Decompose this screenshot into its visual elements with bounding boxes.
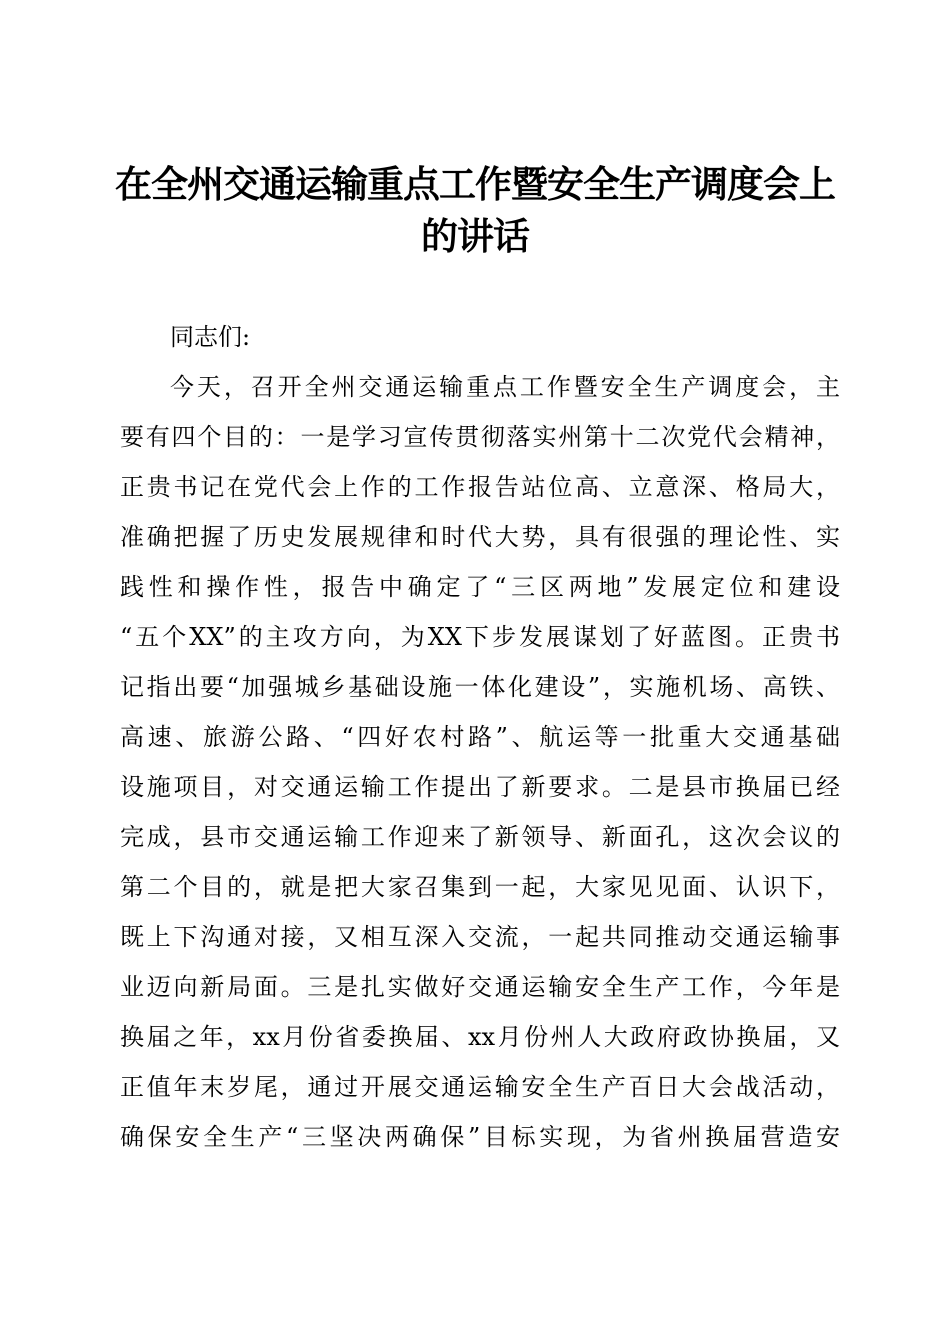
document-title (100, 158, 850, 262)
paragraph-line: 践性和操作性，报告中确定了“三区两地”发展定位和建设 (120, 573, 840, 601)
paragraph-line: 正值年末岁尾，通过开展交通运输安全生产百日大会战活动， (120, 1073, 840, 1101)
paragraph-line: 要有四个目的：一是学习宣传贯彻落实州第十二次党代会精神， (120, 423, 840, 451)
paragraph-line: 准确把握了历史发展规律和时代大势，具有很强的理论性、实 (120, 523, 840, 551)
paragraph-line: 高速、旅游公路、“四好农村路”、航运等一批重大交通基础 (120, 723, 840, 751)
paragraph-line: “五个XX”的主攻方向，为XX下步发展谋划了好蓝图。正贵书 (120, 623, 840, 651)
paragraph-line: 完成，县市交通运输工作迎来了新领导、新面孔，这次会议的 (120, 823, 840, 851)
document-body (120, 312, 840, 1162)
title-line-2: 的讲话 (421, 214, 529, 258)
paragraph-line: 业迈向新局面。三是扎实做好交通运输安全生产工作，今年是 (120, 973, 840, 1001)
paragraph-line: 记指出要“加强城乡基础设施一体化建设”，实施机场、高铁、 (120, 673, 840, 701)
paragraph-line: 今天，召开全州交通运输重点工作暨安全生产调度会，主 (170, 373, 840, 401)
paragraph-line: 正贵书记在党代会上作的工作报告站位高、立意深、格局大， (120, 473, 840, 501)
paragraph-line: 换届之年，xx月份省委换届、xx月份州人大政府政协换届，又 (120, 1023, 840, 1051)
paragraph-line: 设施项目，对交通运输工作提出了新要求。二是县市换届已经 (120, 773, 840, 801)
salutation: 同志们: (170, 323, 251, 351)
paragraph-line: 既上下沟通对接，又相互深入交流，一起共同推动交通运输事 (120, 923, 840, 951)
paragraph-line: 确保安全生产“三坚决两确保”目标实现，为省州换届营造安 (120, 1123, 840, 1151)
title-line-1: 在全州交通运输重点工作暨安全生产调度会上 (115, 162, 835, 206)
paragraph-line: 第二个目的，就是把大家召集到一起，大家见见面、认识下， (120, 873, 840, 901)
